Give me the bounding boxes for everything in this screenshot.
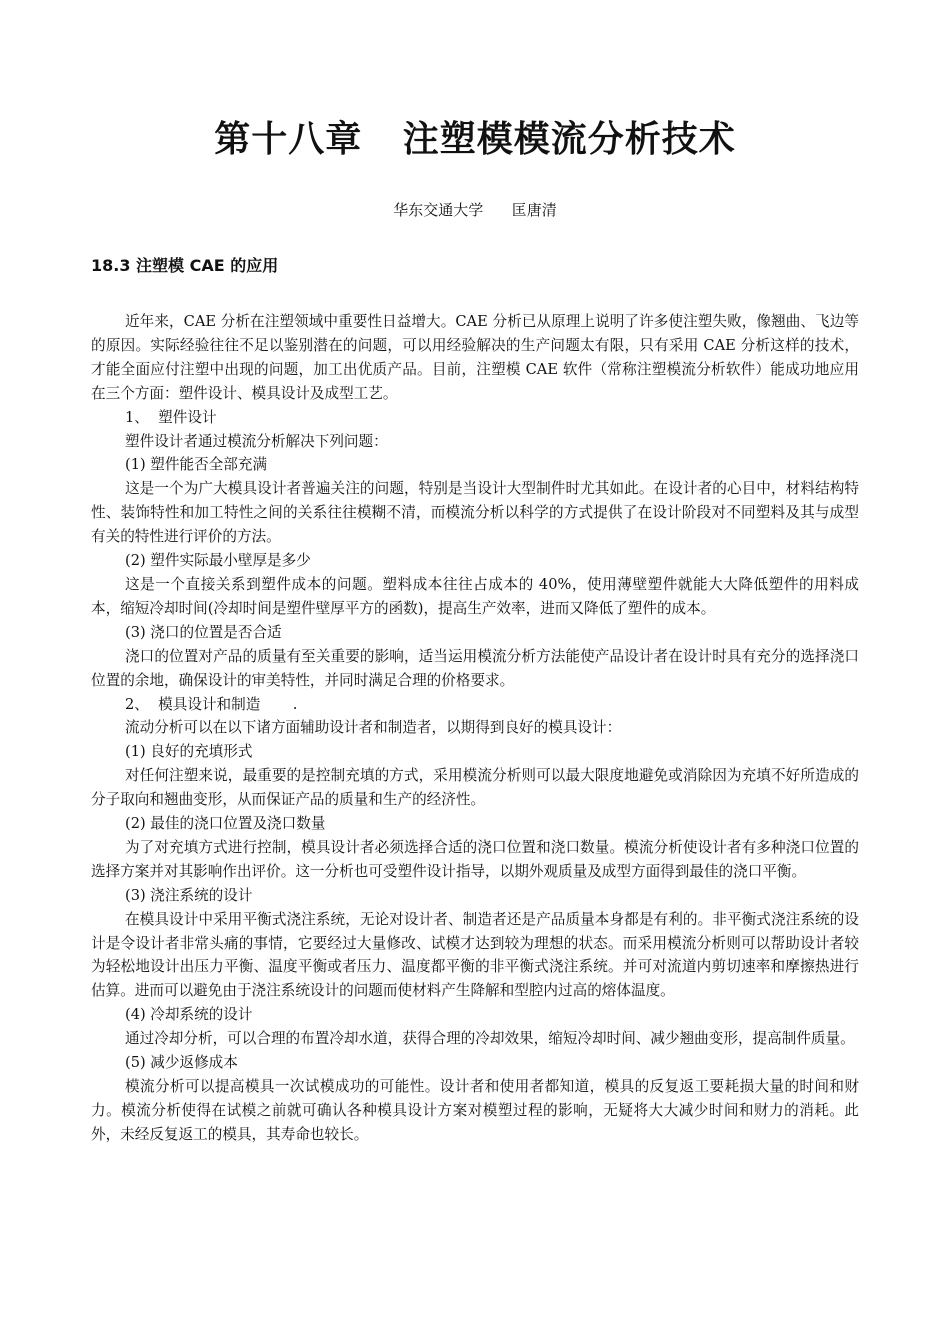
list-subheading: (1) 良好的充填形式: [125, 743, 253, 761]
list-subheading: (5) 减少返修成本: [125, 1054, 238, 1072]
list-subheading: (4) 冷却系统的设计: [125, 1006, 253, 1024]
list-heading: 1、 塑件设计: [125, 408, 217, 426]
paragraph: 模流分析可以提高模具一次试模成功的可能性。设计者和使用者都知道，模具的反复返工要耗损大量的时间和财力。模流分析使得在试模之前就可确认各种模具设计方案对模塑过程的影响，无疑将大大减少时间和财力的消耗。此外，未经反复返工的模具，其寿命也较长。: [91, 1078, 859, 1143]
list-subheading: (1) 塑件能否全部充满: [125, 456, 268, 474]
list-subheading: (2) 塑件实际最小壁厚是多少: [125, 552, 311, 570]
author-line: 华东交通大学 匡唐清: [393, 201, 557, 219]
paragraph: 在模具设计中采用平衡式浇注系统，无论对设计者、制造者还是产品质量本身都是有利的。非平衡式浇注系统的设计是令设计者非常头痛的事情，它要经过大量修改、试模才达到较为理想的状态。而采用模流分析则可以帮助设计者较为轻松地设计出压力平衡、温度平衡或者压力、温度都平衡的非平衡式浇注系统。并可对流道内剪切速率和摩擦热进行估算。进而可以避免由于浇注系统设计的问题而使材料产生降解和型腔内过高的熔体温度。: [91, 910, 859, 1000]
list-subheading: (2) 最佳的浇口位置及浇口数量: [125, 815, 326, 833]
list-heading: 2、 模具设计和制造 .: [125, 695, 298, 713]
paragraph: 对任何注塑来说，最重要的是控制充填的方式，采用模流分析则可以最大限度地避免或消除因为充填不好所造成的分子取向和翘曲变形，从而保证产品的质量和生产的经济性。: [91, 767, 859, 809]
paragraph: 流动分析可以在以下诸方面辅助设计者和制造者，以期得到良好的模具设计：: [125, 719, 622, 737]
paragraph: 浇口的位置对产品的质量有至关重要的影响，适当运用模流分析方法能使产品设计者在设计时具有充分的选择浇口位置的余地，确保设计的审美特性，并同时满足合理的价格要求。: [91, 647, 859, 689]
paragraph: 这是一个为广大模具设计者普遍关注的问题，特别是当设计大型制件时尤其如此。在设计者的心目中，材料结构特性、装饰特性和加工特性之间的关系往往模糊不清，而模流分析以科学的方式提供了在设计阶段对不同塑料及其与成型有关的特性进行评价的方法。: [91, 480, 859, 546]
paragraph: 塑件设计者通过模流分析解决下列问题：: [125, 432, 388, 450]
section-heading: 18.3 注塑模 CAE 的应用: [91, 256, 279, 275]
list-subheading: (3) 浇注系统的设计: [125, 886, 253, 904]
body-text: [91, 310, 859, 1147]
paragraph: 近年来，CAE 分析在注塑领域中重要性日益增大。CAE 分析已从原理上说明了许多使注塑失败，像翘曲、飞边等的原因。实际经验往往不足以鉴别潜在的问题，可以用经验解决的生产问题太有限，只有采用 CAE 分析这样的技术，才能全面应付注塑中出现的问题，加工出优质产品。目前，注塑模 CAE 软件（常称注塑模流分析软件）能成功地应用在三个方面：塑件设计、模具设计及成型工艺。: [91, 313, 859, 402]
paragraph: 这是一个直接关系到塑件成本的问题。塑料成本往往占成本的 40%，使用薄壁塑件就能大大降低塑件的用料成本，缩短冷却时间(冷却时间是塑件壁厚平方的函数)，提高生产效率，进而又降低了塑件的成本。: [91, 575, 859, 617]
list-subheading: (3) 浇口的位置是否合适: [125, 623, 282, 641]
paragraph: 通过冷却分析，可以合理的布置冷却水道，获得合理的冷却效果，缩短冷却时间、减少翘曲变形，提高制件质量。: [125, 1030, 855, 1048]
paragraph: 为了对充填方式进行控制，模具设计者必须选择合适的浇口位置和浇口数量。模流分析使设计者有多种浇口位置的选择方案并对其影响作出评价。这一分析也可受塑件设计指导，以期外观质量及成型方面得到最佳的浇口平衡。: [91, 838, 859, 880]
chapter-title: 第十八章 注塑模模流分析技术: [214, 119, 736, 160]
